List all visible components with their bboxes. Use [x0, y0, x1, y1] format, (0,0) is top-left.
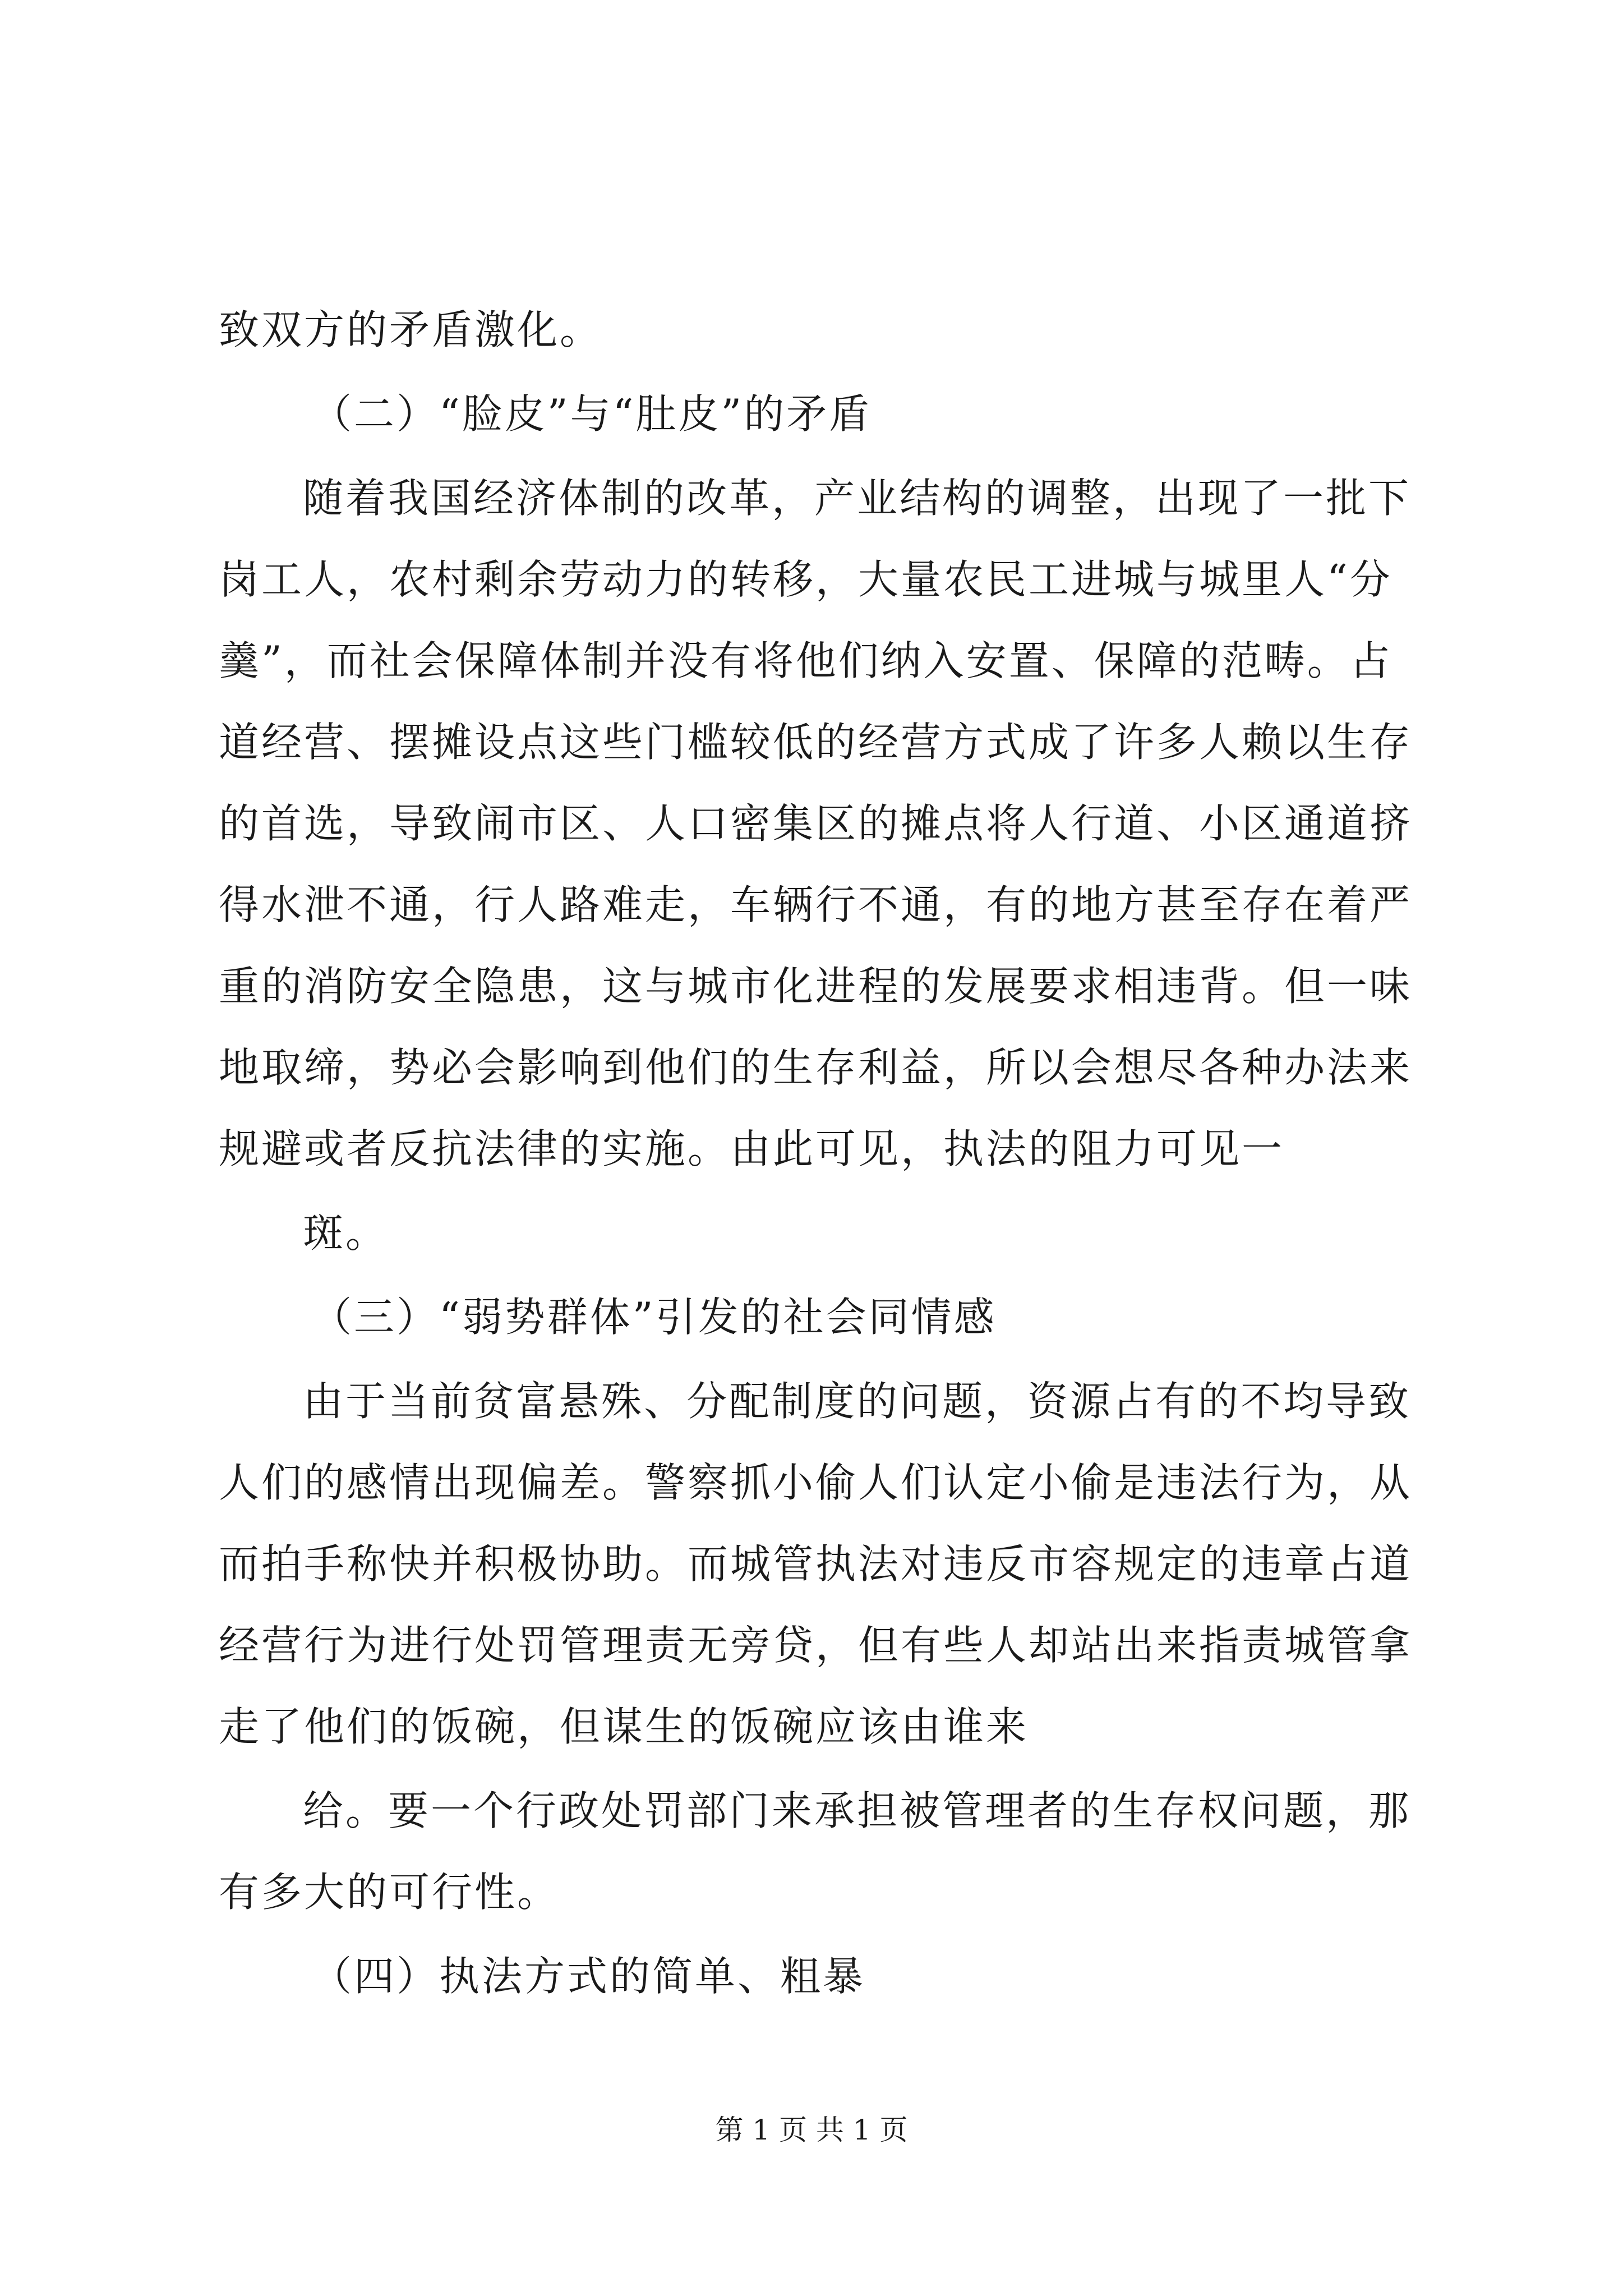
paragraph-1-line-3: 羹”，而社会保障体制并没有将他们纳入安置、保障的范畴。占 — [219, 637, 1393, 684]
paragraph-2-line-5: 走了他们的饭碗，但谋生的饭碗应该由谁来 — [219, 1703, 1029, 1750]
paragraph-1-line-1: 随着我国经济体制的改革，产业结构的调整，出现了一批下 — [303, 475, 1412, 522]
paragraph-1-line-8: 地取缔，势必会影响到他们的生存利益，所以会想尽各种办法来 — [219, 1044, 1413, 1091]
paragraph-2-line-3: 而拍手称快并积极协助。而城管执法对违反市容规定的违章占道 — [219, 1540, 1413, 1588]
section-heading-2: （二）“脸皮”与“肚皮”的矛盾 — [311, 390, 872, 438]
paragraph-1-line-9: 规避或者反抗法律的实施。由此可见，执法的阻力可见一 — [219, 1125, 1285, 1172]
page-number-footer: 第 1 页 共 1 页 — [715, 2114, 908, 2146]
paragraph-1-line-5: 的首选，导致闹市区、人口密集区的摊点将人行道、小区通道挤 — [219, 800, 1413, 847]
paragraph-3-line-1: 给。要一个行政处罚部门来承担被管理者的生存权问题，那 — [303, 1787, 1412, 1834]
paragraph-3-line-2: 有多大的可行性。 — [219, 1869, 560, 1916]
section-heading-3: （三）“弱势群体”引发的社会同情感 — [311, 1294, 997, 1341]
paragraph-1-line-4: 道经营、摆摊设点这些门槛较低的经营方式成了许多人赖以生存 — [219, 719, 1413, 766]
paragraph-2-line-2: 人们的感情出现偏差。警察抓小偷人们认定小偷是违法行为，从 — [219, 1459, 1413, 1506]
text-line-1: 致双方的矛盾激化。 — [219, 306, 603, 353]
paragraph-1-line-6: 得水泄不通，行人路难走，车辆行不通，有的地方甚至存在着严 — [219, 881, 1413, 928]
paragraph-1-line-10: 斑。 — [303, 1209, 389, 1257]
paragraph-2-line-1: 由于当前贫富悬殊、分配制度的问题，资源占有的不均导致 — [303, 1378, 1412, 1425]
section-heading-4: （四）执法方式的简单、粗暴 — [311, 1953, 866, 2000]
paragraph-2-line-4: 经营行为进行处罚管理责无旁贷，但有些人却站出来指责城管拿 — [219, 1622, 1413, 1669]
paragraph-1-line-7: 重的消防安全隐患，这与城市化进程的发展要求相违背。但一味 — [219, 963, 1413, 1010]
paragraph-1-line-2: 岗工人，农村剩余劳动力的转移，大量农民工进城与城里人“分 — [219, 556, 1393, 603]
